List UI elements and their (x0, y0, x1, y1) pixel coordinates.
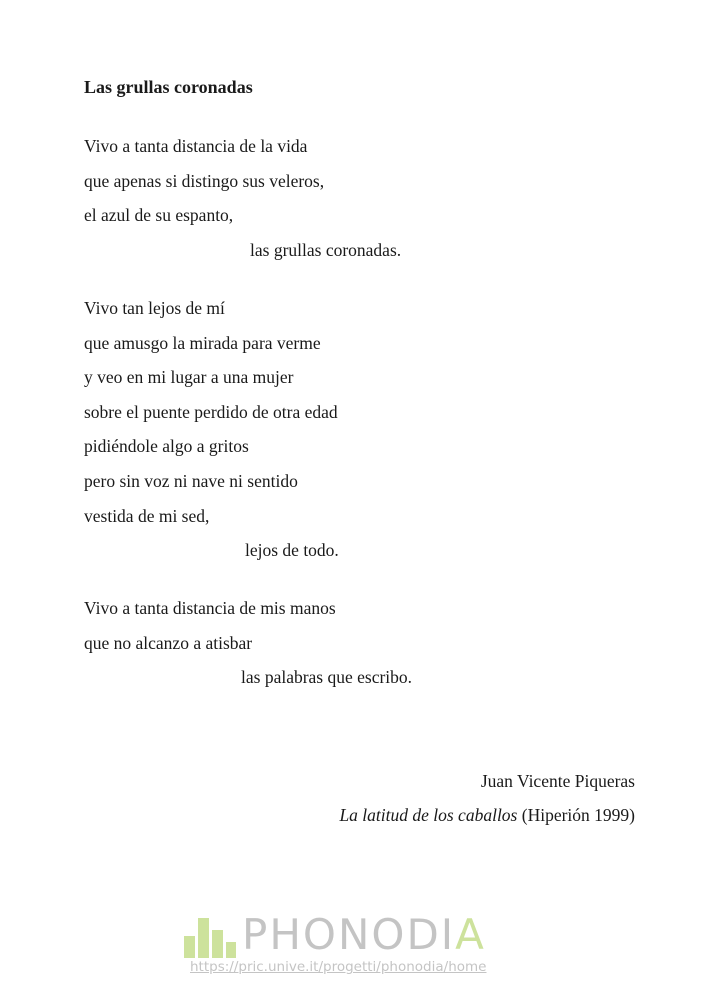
stanza-3 (84, 591, 412, 695)
poem-line: que apenas si distingo sus veleros, (84, 170, 325, 191)
poem-line: sobre el puente perdido de otra edad (84, 401, 338, 422)
poem-line: Vivo a tanta distancia de la vida (84, 136, 308, 156)
poem-line: Vivo a tanta distancia de mis manos (84, 598, 336, 618)
book-citation (339, 798, 635, 832)
poem-line: vestida de mi sed, (84, 505, 210, 526)
logo-wordmark-accent: A (455, 910, 486, 959)
poem-line: que no alcanzo a atisbar (84, 632, 253, 653)
poem-title: Las grullas coronadas (84, 77, 253, 97)
poem-line-indented: las palabras que escribo. (241, 667, 413, 688)
poem-line: pero sin voz ni nave ni sentido (84, 470, 298, 491)
stanza-1 (84, 129, 401, 267)
publisher-year: (Hiperión 1999) (521, 805, 635, 825)
poem-line: pidiéndole algo a gritos (84, 436, 249, 457)
poem-line: y veo en mi lugar a una mujer (84, 367, 294, 388)
stanza-2 (84, 291, 339, 568)
poem-line-indented: lejos de todo. (245, 540, 339, 561)
poem-line: el azul de su espanto, (84, 205, 234, 226)
bar-chart-icon (184, 916, 236, 958)
logo-wordmark (242, 910, 486, 960)
book-title: La latitud de los caballos (339, 805, 518, 825)
poem-line: Vivo tan lejos de mí (84, 298, 225, 318)
poem-line: que amusgo la mirada para verme (84, 332, 321, 353)
logo-url-link[interactable]: https://pric.unive.it/progetti/phonodia/home (190, 959, 487, 975)
logo-wordmark-main: PHONODI (242, 910, 456, 959)
author-name: Juan Vicente Piqueras (480, 771, 635, 791)
attribution (339, 764, 635, 832)
poem-line-indented: las grullas coronadas. (250, 239, 402, 260)
phonodia-logo (184, 912, 524, 980)
